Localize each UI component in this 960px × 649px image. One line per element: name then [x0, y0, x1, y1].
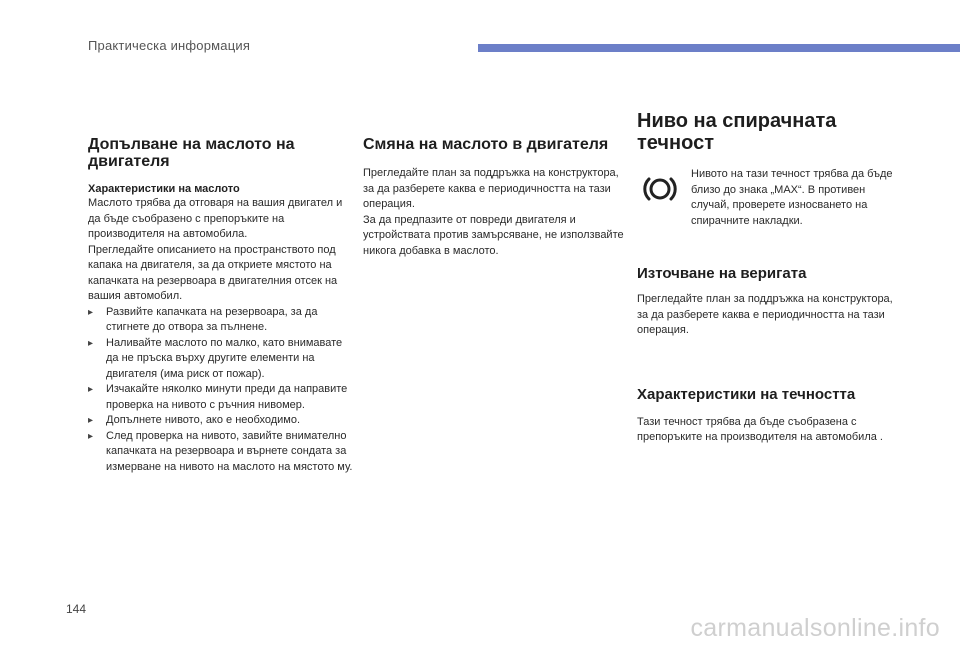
page-number: 144 — [66, 602, 87, 616]
oil-characteristics-subheading: Характеристики на маслото — [88, 183, 240, 195]
fluid-characteristics-text: Тази течност трябва да бъде съобразена с препоръките на производителя на автомобила . — [637, 415, 883, 443]
watermark: carmanualsonline.info — [690, 614, 940, 642]
oil-topup-steps — [88, 305, 353, 476]
brake-fluid-level-text: Нивото на тази течност трябва да бъде близо до знака „MAX“. В противен случай, проверете износването на спирачните накладки. — [691, 168, 893, 227]
column-oil-change — [363, 136, 628, 259]
oil-characteristics-text: Маслото трябва да отговаря на вашия двигател и да бъде съобразено с препоръките на производителя на автомобила. — [88, 197, 343, 240]
oil-additive-warning-text: За да предпазите от повреди двигателя и устройствата против замърсяване, не използвайте никога добавка в маслото. — [363, 213, 624, 257]
oil-change-schedule-text: Прегледайте план за поддръжка на конструктора, за да разберете каква е периодичността на тази операция. — [363, 167, 619, 210]
page-section-title: Практическа информация — [88, 38, 251, 53]
step-text: Допълнете нивото, ако е необходимо. — [106, 414, 301, 426]
step-text: Наливайте маслото по малко, като внимавате да не пръска върху другите елементи на двигателя (има риск от пожар). — [106, 336, 343, 380]
circuit-drain-text: Прегледайте план за поддръжка на конструктора, за да разберете каква е периодичността на тази операция. — [637, 293, 893, 336]
header-accent-bar — [478, 44, 960, 52]
bullet-icon: ▸ — [88, 384, 94, 395]
bullet-icon: ▸ — [88, 306, 94, 318]
list-item — [88, 305, 353, 336]
step-text: След проверка на нивото, завийте внимателно капачката на резервоара и върнете сондата за измерване на нивото на маслото на мястото му. — [106, 429, 353, 473]
list-item — [88, 382, 353, 413]
list-item — [88, 336, 353, 383]
brake-fluid-level-block — [637, 167, 902, 251]
oil-topup-heading: Допълване на маслото на двигателя — [88, 136, 295, 170]
oil-change-heading: Смяна на маслото в двигателя — [363, 136, 609, 153]
column-oil-topup — [88, 136, 353, 475]
engine-compartment-text: Прегледайте описанието на пространството под капака на двигателя, за да откриете мястото на капачката на резервоара в двигателния отсек на вашия автомобил. — [88, 243, 338, 302]
step-text: Изчакайте няколко минути преди да направите проверка на нивото с ръчния нивомер. — [106, 383, 348, 411]
circuit-drain-heading: Източване на веригата — [637, 265, 807, 282]
column-brake-fluid — [637, 110, 902, 446]
brake-warning-icon — [642, 175, 678, 203]
brake-fluid-heading: Ниво на спирачната течност — [637, 110, 837, 154]
bullet-icon: ▸ — [88, 415, 94, 426]
step-text: Развийте капачката на резервоара, за да стигнете до отвора за пълнене. — [106, 305, 318, 333]
fluid-characteristics-heading: Характеристики на течността — [637, 385, 856, 403]
list-item — [88, 413, 353, 429]
bullet-icon: ▸ — [88, 337, 94, 349]
list-item — [88, 429, 353, 476]
bullet-icon: ▸ — [88, 430, 94, 442]
